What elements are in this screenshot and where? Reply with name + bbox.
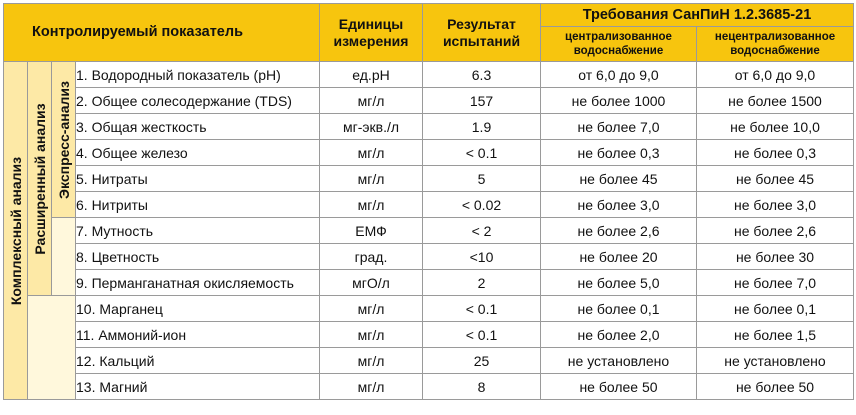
table-row [4, 62, 854, 88]
table-row [4, 140, 854, 166]
row-unit: мг/л [320, 166, 423, 192]
row-name: 13. Магний [76, 374, 320, 400]
header-result-line1: Результат [447, 15, 516, 32]
row-unit: мг-экв./л [320, 114, 423, 140]
row-unit: мг/л [320, 374, 423, 400]
row-central: не более 3,0 [541, 192, 697, 218]
row-name: 3. Общая жесткость [76, 114, 320, 140]
row-central: не более 0,3 [541, 140, 697, 166]
row-result: < 0.1 [423, 322, 541, 348]
table-row [4, 374, 854, 400]
table-row [4, 114, 854, 140]
row-unit: ед.pH [320, 62, 423, 88]
row-central: не более 2,6 [541, 218, 697, 244]
header-noncentral-line2: водоснабжение [730, 45, 820, 57]
row-result: < 0.1 [423, 140, 541, 166]
row-noncentral: от 6,0 до 9,0 [697, 62, 854, 88]
header-units-line2: измерения [333, 32, 409, 49]
row-central: не более 20 [541, 244, 697, 270]
row-result: 1.9 [423, 114, 541, 140]
row-central: не более 2,0 [541, 322, 697, 348]
header-central-line1: централизованное [565, 31, 672, 43]
row-unit: ЕМФ [320, 218, 423, 244]
row-unit: мг/л [320, 322, 423, 348]
row-unit: мг/л [320, 140, 423, 166]
row-name: 9. Перманганатная окисляемость [76, 270, 320, 296]
row-name: 12. Кальций [76, 348, 320, 374]
row-result: < 2 [423, 218, 541, 244]
row-name: 1. Водородный показатель (pH) [76, 62, 320, 88]
row-noncentral: не установлено [697, 348, 854, 374]
row-unit: мг/л [320, 296, 423, 322]
table-row [4, 166, 854, 192]
row-unit: мг/л [320, 88, 423, 114]
row-central: не более 50 [541, 374, 697, 400]
header-sanpin: Требования СанПиН 1.2.3685-21 [541, 4, 854, 27]
group-complex-only-filler [28, 296, 76, 400]
row-name: 10. Марганец [76, 296, 320, 322]
header-result-line2: испытаний [442, 32, 521, 49]
row-central: не более 45 [541, 166, 697, 192]
table-row [4, 322, 854, 348]
row-noncentral: не более 1500 [697, 88, 854, 114]
row-unit: мгО/л [320, 270, 423, 296]
results-table [3, 3, 854, 400]
group-extended-only-filler [52, 218, 76, 296]
table-row [4, 244, 854, 270]
row-noncentral: не более 0,1 [697, 296, 854, 322]
table-row [4, 296, 854, 322]
header-noncentral-line1: нецентрализованное [714, 31, 836, 43]
row-central: не более 1000 [541, 88, 697, 114]
header-parameter: Контролируемый показатель [4, 4, 320, 62]
header-noncentral [697, 27, 854, 62]
group-express-label: Экспресс-анализ [55, 80, 72, 199]
row-result: 5 [423, 166, 541, 192]
row-central: не установлено [541, 348, 697, 374]
table-row [4, 218, 854, 244]
group-extended-label: Расширенный анализ [31, 102, 48, 255]
header-units [320, 4, 423, 62]
row-result: 157 [423, 88, 541, 114]
table-row [4, 192, 854, 218]
row-noncentral: не более 3,0 [697, 192, 854, 218]
header-central-line2: водоснабжение [573, 45, 664, 57]
group-complex-label: Комплексный анализ [7, 156, 24, 305]
table-row [4, 270, 854, 296]
row-result: 8 [423, 374, 541, 400]
row-noncentral: не более 50 [697, 374, 854, 400]
row-noncentral: не более 7,0 [697, 270, 854, 296]
row-unit: град. [320, 244, 423, 270]
row-result: < 0.1 [423, 296, 541, 322]
row-noncentral: не более 2,6 [697, 218, 854, 244]
row-result: <10 [423, 244, 541, 270]
row-noncentral: не более 30 [697, 244, 854, 270]
row-noncentral: не более 0,3 [697, 140, 854, 166]
header-central [541, 27, 697, 62]
row-noncentral: не более 10,0 [697, 114, 854, 140]
row-result: 25 [423, 348, 541, 374]
group-complex [4, 62, 28, 400]
row-central: от 6,0 до 9,0 [541, 62, 697, 88]
row-name: 2. Общее солесодержание (TDS) [76, 88, 320, 114]
row-noncentral: не более 1,5 [697, 322, 854, 348]
table-row [4, 88, 854, 114]
group-extended [28, 62, 52, 296]
group-express [52, 62, 76, 218]
row-name: 4. Общее железо [76, 140, 320, 166]
row-name: 11. Аммоний-ион [76, 322, 320, 348]
row-result: < 0.02 [423, 192, 541, 218]
header-result [423, 4, 541, 62]
row-central: не более 7,0 [541, 114, 697, 140]
row-noncentral: не более 45 [697, 166, 854, 192]
row-result: 2 [423, 270, 541, 296]
row-name: 7. Мутность [76, 218, 320, 244]
row-name: 6. Нитриты [76, 192, 320, 218]
row-name: 5. Нитраты [76, 166, 320, 192]
header-units-line1: Единицы [338, 15, 404, 32]
table-row [4, 348, 854, 374]
row-unit: мг/л [320, 348, 423, 374]
row-result: 6.3 [423, 62, 541, 88]
row-central: не более 0,1 [541, 296, 697, 322]
row-name: 8. Цветность [76, 244, 320, 270]
row-central: не более 5,0 [541, 270, 697, 296]
row-unit: мг/л [320, 192, 423, 218]
